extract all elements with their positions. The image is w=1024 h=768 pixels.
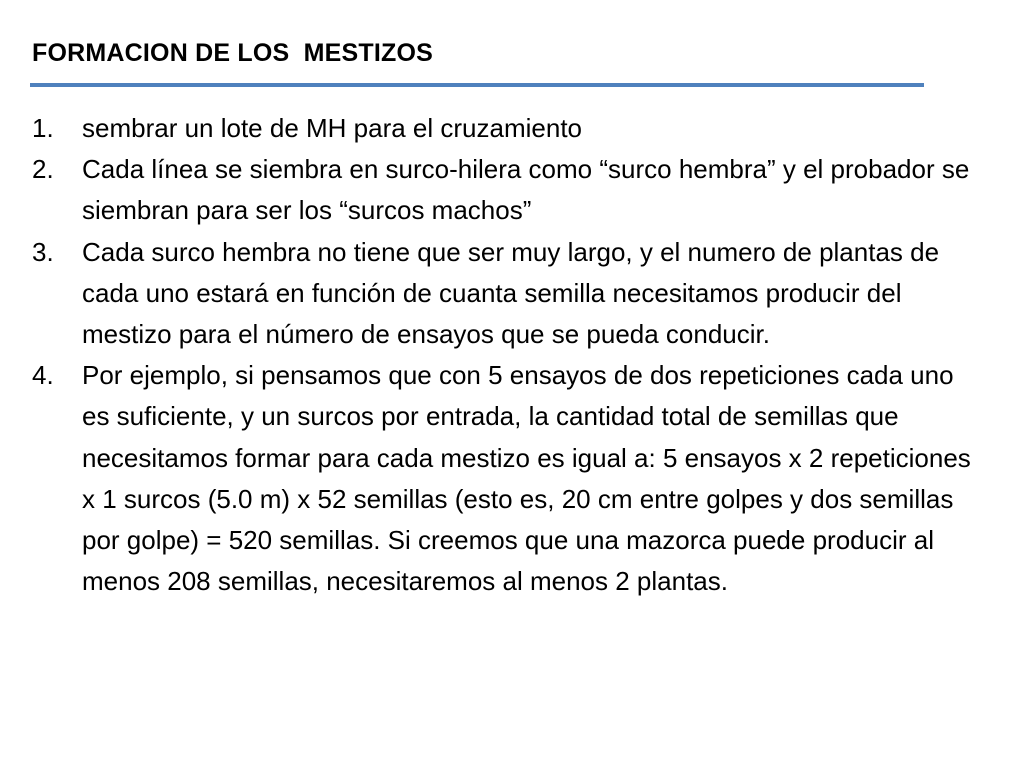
list-item	[32, 149, 972, 231]
list-item-text: Cada línea se siembra en surco-hilera como “surco hembra” y el probador se siembran para ser los “surcos machos”	[82, 154, 970, 226]
list-item-number: 1.	[32, 113, 54, 143]
list-item	[32, 232, 972, 356]
numbered-list	[32, 108, 972, 602]
list-item	[32, 355, 972, 602]
list-item-number: 3.	[32, 236, 54, 267]
list-item-number: 2.	[32, 154, 54, 185]
list-item	[32, 108, 972, 149]
slide-title: FORMACION DE LOS MESTIZOS	[32, 39, 434, 67]
list-item-text: sembrar un lote de MH para el cruzamiento	[82, 113, 583, 143]
list-item-text: Cada surco hembra no tiene que ser muy largo, y el numero de plantas de cada uno estará en función de cuanta semilla necesitamos producir del mestizo para el número de ensayos que se pueda conducir.	[82, 236, 940, 350]
title-underline	[30, 83, 924, 87]
list-item-number: 4.	[32, 360, 54, 391]
list-item-text: Por ejemplo, si pensamos que con 5 ensayos de dos repeticiones cada uno es suficiente, y un surcos por entrada, la cantidad total de semillas que necesitamos formar para cada mestizo es igual a: 5 ensayos x 2 repeticiones x 1 surcos (5.0 m) x 52 semillas (esto es, 20 cm entre golpes y dos semillas por golpe) = 520 semillas. Si creemos que una mazorca puede producir al menos 208 semillas, necesitaremos al menos 2 plantas.	[82, 360, 971, 597]
